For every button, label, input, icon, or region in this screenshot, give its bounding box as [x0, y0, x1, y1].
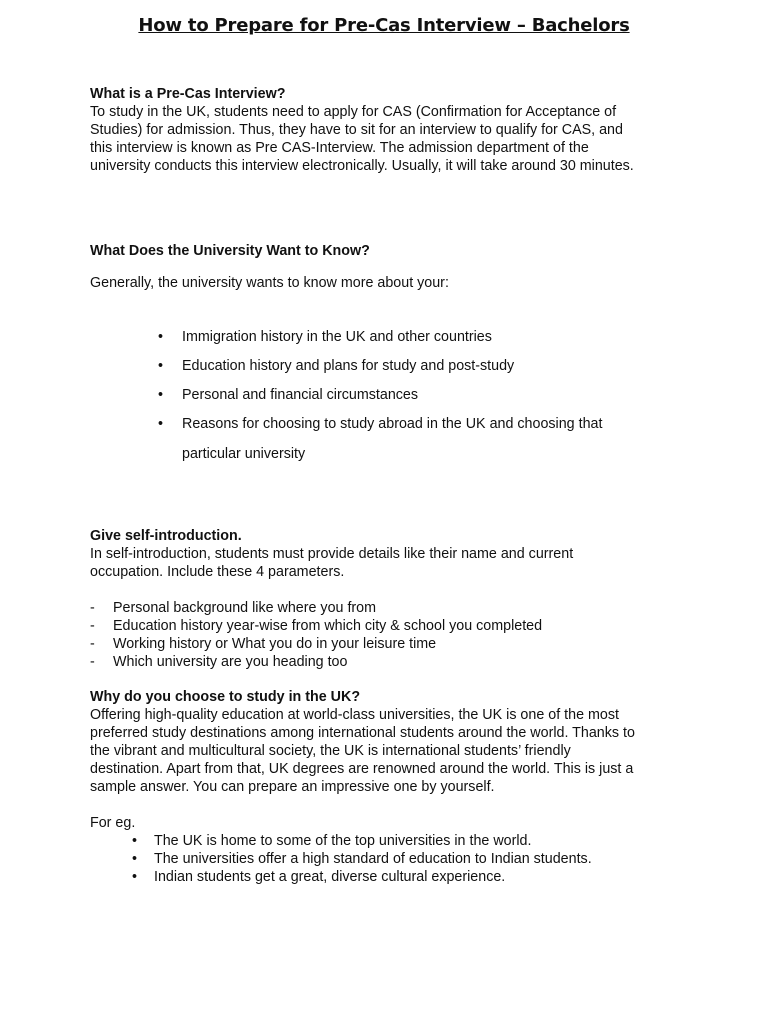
list-item-text: Personal and financial circumstances: [182, 387, 419, 403]
list-item: [90, 599, 680, 617]
body-line: In self-introduction, students must provide details like their name and current: [90, 546, 574, 562]
body-line: Offering high-quality education at world-class universities, the UK is one of the most: [90, 707, 619, 723]
body-line: this interview is known as Pre CAS-Interview. The admission department of the: [90, 140, 589, 156]
example-block: [90, 814, 680, 886]
body-line: Studies) for admission. Thus, they have to sit for an interview to qualify for CAS, and: [90, 122, 623, 138]
list-item-text: Which university are you heading too: [113, 654, 348, 670]
bullet-list: [90, 328, 680, 474]
dash-icon: -: [90, 636, 95, 652]
section-intro: [90, 274, 680, 292]
bullet-icon: •: [158, 329, 164, 345]
section-heading: Why do you choose to study in the UK?: [90, 689, 361, 705]
dash-icon: -: [90, 618, 95, 634]
bullet-icon: •: [158, 387, 164, 403]
dash-icon: -: [90, 654, 95, 670]
section-why-uk: [90, 688, 680, 796]
list-item-text: particular university: [182, 446, 306, 462]
list-item: [90, 386, 680, 415]
list-item: [90, 832, 680, 850]
dash-icon: -: [90, 600, 95, 616]
document-title: How to Prepare for Pre-Cas Interview – Bachelors: [138, 15, 630, 36]
list-item-text: The universities offer a high standard of education to Indian students.: [154, 851, 592, 867]
section-heading: What is a Pre-Cas Interview?: [90, 86, 286, 102]
list-item: [90, 868, 680, 886]
list-item: [90, 357, 680, 386]
body-line: preferred study destinations among international students around the world. Thanks to: [90, 725, 635, 741]
body-line: destination. Apart from that, UK degrees are renowned around the world. This is just a: [90, 761, 634, 777]
section-self-intro: [90, 527, 680, 581]
bullet-icon: •: [132, 869, 138, 885]
list-item-text: Personal background like where you from: [113, 600, 377, 616]
list-item-text: Education history year-wise from which city & school you completed: [113, 618, 543, 634]
section-heading: What Does the University Want to Know?: [90, 243, 370, 259]
body-line: university conducts this interview electronically. Usually, it will take around 30 minutes.: [90, 158, 634, 174]
list-item-continuation: [90, 445, 680, 474]
list-item-text: Reasons for choosing to study abroad in the UK and choosing that: [182, 416, 603, 432]
body-line: occupation. Include these 4 parameters.: [90, 564, 345, 580]
list-item: [90, 850, 680, 868]
section-what-is: [90, 85, 680, 175]
list-item: [90, 635, 680, 653]
example-label: For eg.: [90, 815, 136, 831]
list-item-text: Indian students get a great, diverse cultural experience.: [154, 869, 506, 885]
list-item: [90, 617, 680, 635]
bullet-icon: •: [158, 416, 164, 432]
list-item: [90, 415, 680, 445]
body-line: sample answer. You can prepare an impressive one by yourself.: [90, 779, 495, 795]
bullet-icon: •: [132, 833, 138, 849]
body-line: the vibrant and multicultural society, the UK is international students’ friendly: [90, 743, 571, 759]
list-item-text: Immigration history in the UK and other countries: [182, 329, 492, 345]
dash-list: [90, 599, 680, 671]
list-item: [90, 328, 680, 357]
list-item-text: Working history or What you do in your leisure time: [113, 636, 437, 652]
section-heading: Give self-introduction.: [90, 528, 242, 544]
bullet-icon: •: [158, 358, 164, 374]
bullet-icon: •: [132, 851, 138, 867]
section-university-wants: [90, 242, 680, 260]
intro-text: Generally, the university wants to know more about your:: [90, 275, 449, 291]
list-item-text: Education history and plans for study and post-study: [182, 358, 515, 374]
body-line: To study in the UK, students need to apply for CAS (Confirmation for Acceptance of: [90, 104, 617, 120]
list-item: [90, 653, 680, 671]
list-item-text: The UK is home to some of the top universities in the world.: [154, 833, 532, 849]
